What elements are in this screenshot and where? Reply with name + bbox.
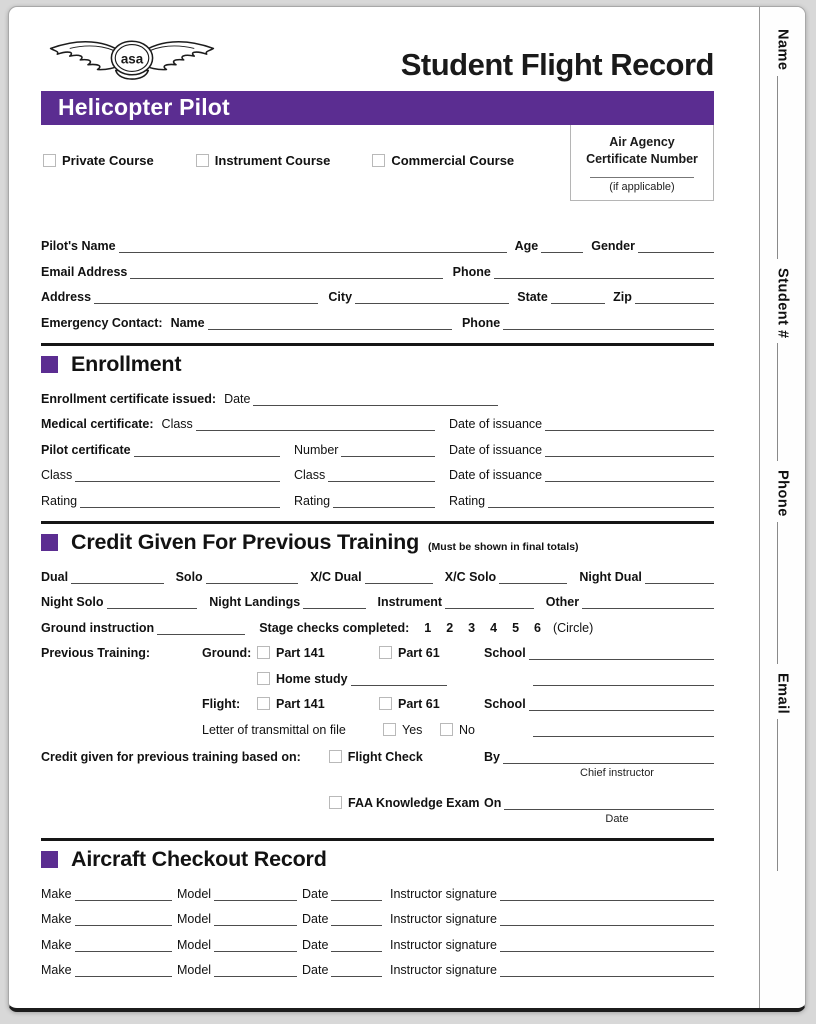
- faa-exam-row: [41, 792, 714, 810]
- page-title: Student Flight Record: [400, 47, 714, 82]
- blank-line: [645, 569, 714, 584]
- aircraft-title: Aircraft Checkout Record: [71, 847, 327, 871]
- blank-line: [503, 315, 714, 330]
- letter-transmittal-label: Letter of transmittal on file: [202, 722, 346, 737]
- air-agency-note: (if applicable): [609, 180, 675, 193]
- side-tab-column: [759, 7, 805, 1008]
- night-solo-label: Night Solo: [41, 595, 104, 609]
- pilot-cert-label: Pilot certificate: [41, 442, 131, 457]
- blank-line: [206, 569, 299, 584]
- class-label: Class: [294, 468, 326, 482]
- credit-title: Credit Given For Previous Training: [71, 530, 420, 554]
- letter-transmittal-row: [41, 719, 714, 737]
- instrument-course-label: Instrument Course: [214, 153, 331, 168]
- home-study-label: Home study: [276, 671, 348, 686]
- blank-line: [75, 962, 172, 977]
- form-main: [9, 7, 759, 1008]
- blank-line: [488, 493, 714, 508]
- part61-label: Part 61: [398, 697, 440, 711]
- medical-cert-label: Medical certificate:: [41, 417, 154, 431]
- ground-instruction-row: [41, 617, 714, 635]
- ground-instruction-label: Ground instruction: [41, 620, 155, 635]
- enrollment-title: Enrollment: [71, 352, 182, 376]
- flight-part61-checkbox[interactable]: [379, 697, 392, 710]
- aircraft-row: [41, 934, 714, 952]
- section-divider: [41, 838, 714, 841]
- number-label: Number: [294, 442, 339, 457]
- blank-line: [494, 264, 714, 279]
- blank-line: [533, 722, 714, 737]
- date-note-row: [41, 811, 714, 825]
- flight-label: Flight:: [202, 697, 241, 711]
- blank-line: [500, 886, 714, 901]
- emergency-contact-label: Emergency Contact:: [41, 315, 163, 330]
- blank-line: [777, 343, 778, 461]
- cert-issued-label: Enrollment certificate issued:: [41, 391, 217, 406]
- ground-label: Ground:: [202, 646, 252, 660]
- credit-based-on-row: [41, 746, 714, 764]
- yes-label: Yes: [402, 722, 423, 737]
- dual-label: Dual: [41, 569, 69, 584]
- private-course-checkbox[interactable]: [43, 154, 56, 167]
- commercial-course-option: [372, 153, 514, 168]
- circle-note: (Circle): [552, 620, 594, 635]
- aircraft-row: [41, 908, 714, 926]
- rating-row: [41, 490, 714, 508]
- instructor-signature-label: Instructor signature: [390, 886, 497, 901]
- instrument-course-option: [196, 153, 331, 168]
- transmittal-no-checkbox[interactable]: [440, 723, 453, 736]
- faa-exam-checkbox[interactable]: [329, 796, 342, 809]
- blank-line: [533, 671, 714, 686]
- xc-solo-label: X/C Solo: [444, 569, 497, 584]
- medical-cert-row: [41, 413, 714, 431]
- date-of-issuance-label: Date of issuance: [449, 442, 543, 457]
- previous-training-ground-row: [41, 642, 714, 660]
- address-label: Address: [41, 290, 92, 304]
- stage-checks-label: Stage checks completed:: [259, 620, 410, 635]
- blank-line: [445, 594, 534, 609]
- section-divider: [41, 521, 714, 524]
- transmittal-yes-checkbox[interactable]: [383, 723, 396, 736]
- commercial-course-checkbox[interactable]: [372, 154, 385, 167]
- class-label: Class: [161, 417, 193, 431]
- credit-subtitle: (Must be shown in final totals): [428, 540, 579, 553]
- night-dual-label: Night Dual: [579, 569, 642, 584]
- date-of-issuance-label: Date of issuance: [449, 468, 543, 482]
- blank-line: [551, 289, 605, 304]
- blank-line: [331, 937, 382, 952]
- stage-number-6[interactable]: 6: [534, 620, 541, 635]
- blank-line: [355, 289, 509, 304]
- blank-line: [134, 442, 280, 457]
- pilot-name-row: [41, 235, 714, 253]
- blank-line: [545, 467, 714, 482]
- form-header: [41, 31, 714, 83]
- instructor-signature-label: Instructor signature: [390, 912, 497, 926]
- commercial-course-label: Commercial Course: [391, 153, 515, 168]
- age-label: Age: [514, 239, 539, 253]
- rating-label: Rating: [41, 493, 78, 508]
- blank-line: [75, 886, 172, 901]
- blank-line: [331, 886, 382, 901]
- rating-label: Rating: [294, 493, 331, 508]
- blank-line: [341, 442, 435, 457]
- state-label: State: [517, 290, 548, 304]
- date-note: Date: [605, 812, 629, 825]
- section-square-icon: [41, 534, 58, 551]
- blank-line: [75, 467, 280, 482]
- private-course-label: Private Course: [62, 153, 154, 168]
- solo-label: Solo: [175, 569, 203, 584]
- aircraft-row: [41, 883, 714, 901]
- asa-logo: [41, 33, 223, 83]
- emergency-phone-label: Phone: [461, 315, 501, 330]
- blank-line: [582, 594, 714, 609]
- xc-dual-label: X/C Dual: [310, 569, 362, 584]
- blank-line: [80, 493, 280, 508]
- part141-label: Part 141: [276, 697, 325, 711]
- blank-line: [130, 264, 442, 279]
- asa-logo-text: asa: [120, 51, 144, 67]
- class-row: [41, 464, 714, 482]
- blank-line: [303, 594, 365, 609]
- model-label: Model: [177, 937, 212, 952]
- blank-line: [196, 416, 435, 431]
- blank-line: [253, 391, 498, 406]
- blank-line: [214, 911, 297, 926]
- stage-number-4[interactable]: 4: [490, 620, 498, 635]
- flight-check-checkbox[interactable]: [329, 750, 342, 763]
- asa-wings-icon: [41, 33, 223, 83]
- rating-label: Rating: [449, 493, 486, 508]
- night-landings-label: Night Landings: [209, 595, 301, 609]
- blank-line: [500, 937, 714, 952]
- pilot-cert-row: [41, 439, 714, 457]
- part141-label: Part 141: [276, 646, 325, 660]
- school-label: School: [484, 646, 526, 660]
- blank-line: [499, 569, 567, 584]
- make-label: Make: [41, 937, 72, 952]
- date-label: Date: [302, 912, 329, 926]
- blank-line: [777, 76, 778, 259]
- date-label: Date: [302, 937, 329, 952]
- credit-totals-row-2: [41, 591, 714, 609]
- blank-line: [71, 569, 164, 584]
- blank-line: [500, 962, 714, 977]
- stage-number-1[interactable]: 1: [424, 620, 432, 635]
- side-tab-name: Name: [774, 29, 791, 71]
- flight-check-label: Flight Check: [347, 749, 423, 764]
- other-label: Other: [545, 595, 580, 609]
- school-label: School: [484, 697, 526, 711]
- blank-line: [214, 937, 297, 952]
- blank-line: [365, 569, 433, 584]
- air-agency-box: [570, 125, 714, 201]
- enrollment-section-header: [41, 352, 714, 378]
- section-divider: [41, 343, 714, 346]
- blank-line: [500, 911, 714, 926]
- chief-instructor-note: Chief instructor: [580, 766, 654, 779]
- make-label: Make: [41, 886, 72, 901]
- aircraft-row: [41, 959, 714, 977]
- side-tab-student-number: Student #: [774, 267, 791, 339]
- model-label: Model: [177, 912, 212, 926]
- email-phone-row: [41, 261, 714, 279]
- form-card: [8, 6, 806, 1012]
- emergency-name-label: Name: [170, 315, 205, 330]
- credit-section-header: [41, 530, 714, 556]
- instrument-course-checkbox[interactable]: [196, 154, 209, 167]
- blank-line: [107, 594, 198, 609]
- blank-line: [529, 645, 714, 660]
- instructor-signature-label: Instructor signature: [390, 937, 497, 952]
- side-tab-email: Email: [774, 672, 791, 715]
- blank-line: [541, 238, 583, 253]
- date-label: Date: [224, 391, 251, 406]
- blank-line: [75, 911, 172, 926]
- blank-line: [333, 493, 435, 508]
- ground-part141-checkbox[interactable]: [257, 646, 270, 659]
- ground-part61-checkbox[interactable]: [379, 646, 392, 659]
- blank-line: [635, 289, 714, 304]
- aircraft-section-header: [41, 847, 714, 873]
- blank-line: [529, 696, 714, 711]
- emergency-contact-row: [41, 312, 714, 330]
- model-label: Model: [177, 963, 212, 977]
- blank-line: [638, 238, 714, 253]
- home-study-checkbox[interactable]: [257, 672, 270, 685]
- side-tab-phone: Phone: [774, 470, 791, 517]
- email-label: Email Address: [41, 264, 128, 279]
- blank-line: [331, 962, 382, 977]
- zip-label: Zip: [613, 290, 632, 304]
- blank-line: [214, 962, 297, 977]
- address-row: [41, 286, 714, 304]
- credit-totals-row-1: [41, 566, 714, 584]
- instructor-signature-label: Instructor signature: [390, 963, 497, 977]
- blank-line: [328, 467, 435, 482]
- air-agency-line2: Certificate Number: [586, 151, 698, 166]
- on-label: On: [484, 795, 502, 810]
- date-label: Date: [302, 886, 329, 901]
- flight-part141-checkbox[interactable]: [257, 697, 270, 710]
- gender-label: Gender: [591, 239, 635, 253]
- air-agency-blank-line: [590, 177, 694, 178]
- blank-line: [545, 416, 714, 431]
- blank-line: [503, 749, 714, 764]
- private-course-option: [43, 153, 154, 168]
- part61-label: Part 61: [398, 646, 440, 660]
- previous-training-flight-row: [41, 693, 714, 711]
- stage-number-3[interactable]: 3: [468, 620, 476, 635]
- blank-line: [351, 671, 447, 686]
- no-label: No: [459, 722, 475, 737]
- class-label: Class: [41, 468, 73, 482]
- previous-training-label: Previous Training:: [41, 646, 151, 660]
- blank-line: [504, 795, 714, 810]
- date-label: Date: [302, 963, 329, 977]
- blank-line: [777, 719, 778, 871]
- blank-line: [545, 442, 714, 457]
- credit-based-on-label: Credit given for previous training based on:: [41, 749, 301, 764]
- section-square-icon: [41, 356, 58, 373]
- blank-line: [208, 315, 452, 330]
- banner-label: Helicopter Pilot: [58, 94, 230, 120]
- course-selection-area: [41, 125, 714, 221]
- stage-number-5[interactable]: 5: [512, 620, 520, 635]
- home-study-row: [41, 668, 714, 686]
- blank-line: [119, 238, 507, 253]
- pilots-name-label: Pilot's Name: [41, 239, 116, 253]
- faa-exam-label: FAA Knowledge Exam: [348, 795, 480, 810]
- phone-label: Phone: [452, 264, 491, 279]
- blank-line: [777, 522, 778, 664]
- blank-line: [94, 289, 318, 304]
- air-agency-line1: Air Agency: [609, 135, 675, 149]
- blank-line: [214, 886, 297, 901]
- section-square-icon: [41, 851, 58, 868]
- date-of-issuance-label: Date of issuance: [449, 417, 543, 431]
- blank-line: [75, 937, 172, 952]
- blank-line: [157, 620, 245, 635]
- by-label: By: [484, 749, 500, 764]
- course-checkbox-row: [43, 153, 556, 168]
- enrollment-cert-row: [41, 388, 714, 406]
- blank-line: [331, 911, 382, 926]
- make-label: Make: [41, 963, 72, 977]
- stage-number-2[interactable]: 2: [446, 620, 454, 635]
- chief-instructor-note-row: [41, 765, 714, 779]
- city-label: City: [328, 290, 353, 304]
- instrument-label: Instrument: [377, 595, 443, 609]
- model-label: Model: [177, 886, 212, 901]
- course-banner: [41, 91, 714, 125]
- make-label: Make: [41, 912, 72, 926]
